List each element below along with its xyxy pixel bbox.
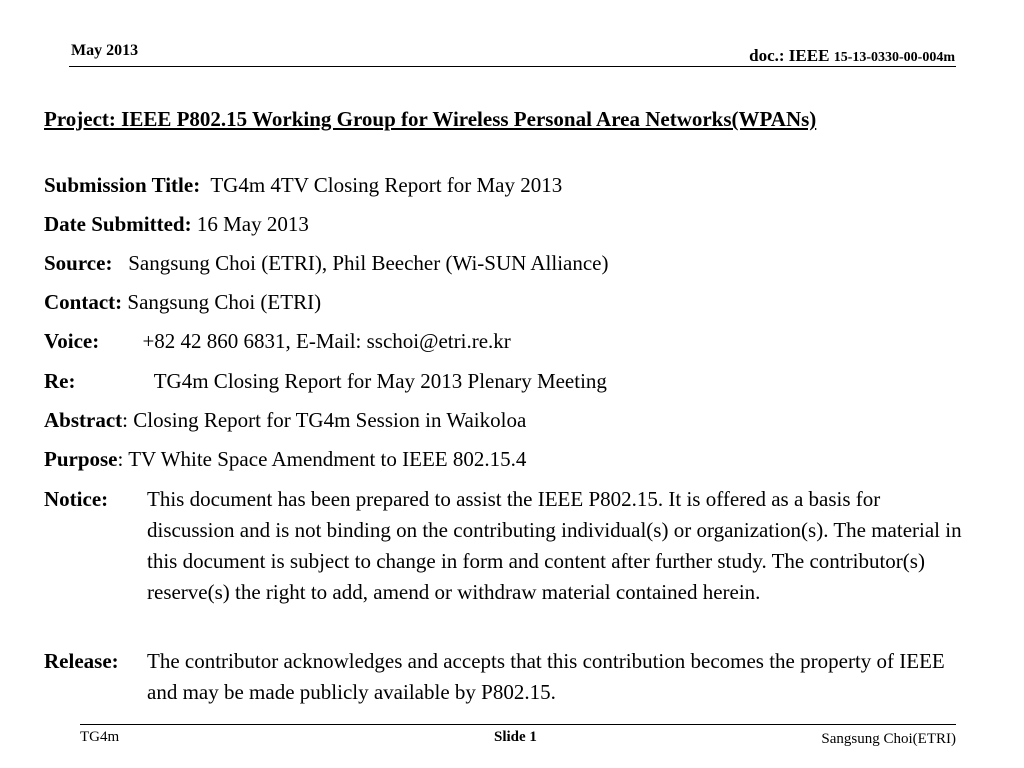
submission-title-label: Submission Title: [44,173,201,197]
voice-row [44,326,511,357]
voice-label: Voice: [44,329,100,353]
submission-title-row [44,170,562,201]
date-submitted-row [44,209,309,240]
abstract-label: Abstract [44,408,123,432]
header-doc-number: 15-13-0330-00-004m [833,50,955,65]
release-text: The contributor acknowledges and accepts that this contribution becomes the property of IEEE and may be made publicly available by P802.15. [147,649,945,704]
footer-group: TG4m [80,729,120,745]
footer-author: Sangsung Choi(ETRI) [821,731,956,747]
source-value: Sangsung Choi (ETRI), Phil Beecher (Wi-SUN Alliance) [128,251,609,275]
release-block [44,646,974,708]
source-row [44,248,609,279]
contact-value: Sangsung Choi (ETRI) [127,290,322,314]
submission-title-value: TG4m 4TV Closing Report for May 2013 [210,173,563,197]
footer-slide-number: Slide 1 [494,729,537,745]
header-doc-id [749,46,955,66]
abstract-value: : Closing Report for TG4m Session in Waikoloa [122,408,527,432]
re-value: TG4m Closing Report for May 2013 Plenary Meeting [153,369,607,393]
notice-text: This document has been prepared to assist the IEEE P802.15. It is offered as a basis for discussion and is not binding on the contributing individual(s) or organization(s). The material in this document is subject to change in form and content after further study. The contributor(s) reserve(s) the right to add, amend or withdraw material contained herein. [147,487,962,604]
project-title: Project: IEEE P802.15 Working Group for Wireless Personal Area Networks(WPANs) [44,107,817,131]
header-doc-prefix: doc.: IEEE [749,46,830,65]
header-divider [69,66,956,67]
abstract-row [44,405,526,436]
purpose-value: : TV White Space Amendment to IEEE 802.15.4 [117,447,527,471]
date-submitted-label: Date Submitted: [44,212,192,236]
purpose-row [44,444,526,475]
footer-divider [80,724,956,725]
notice-block [44,484,974,608]
notice-label: Notice: [44,487,109,511]
re-row [44,366,607,397]
source-label: Source: [44,251,113,275]
release-label: Release: [44,649,119,673]
contact-label: Contact: [44,290,123,314]
re-label: Re: [44,369,76,393]
voice-value: +82 42 860 6831, E-Mail: sschoi@etri.re.kr [142,329,511,353]
purpose-label: Purpose [44,447,118,471]
date-submitted-value: 16 May 2013 [196,212,309,236]
header-date: May 2013 [71,42,139,59]
contact-row [44,287,321,318]
